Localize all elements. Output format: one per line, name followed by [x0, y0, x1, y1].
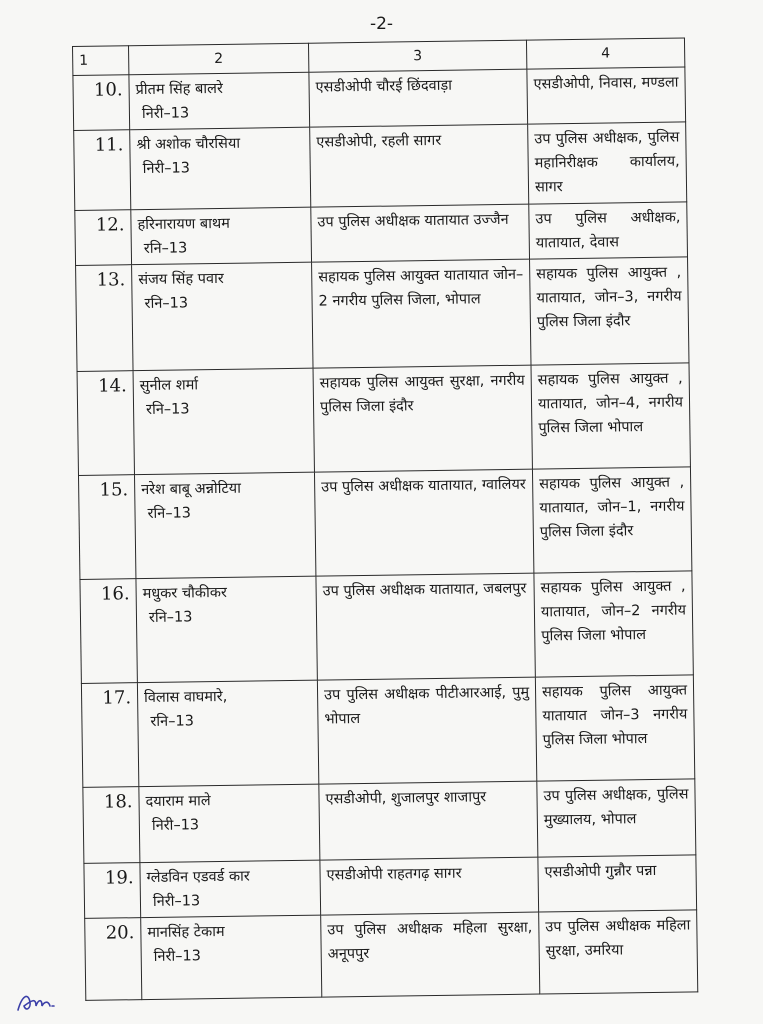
- transfer-table: [72, 37, 698, 1000]
- officer-name: विलास वाघमारे,: [143, 688, 228, 707]
- serial-number: 16.: [80, 579, 137, 684]
- new-posting: सहायक पुलिस आयुक्त , यातायात, जोन–3, नगरीय पुलिस जिला इंदौर: [530, 257, 689, 365]
- serial-number: 14.: [77, 371, 134, 476]
- current-posting: एसडीओपी चौरई छिंदवाड़ा: [309, 69, 528, 127]
- officer-name: मधुकर चौकीकर: [142, 584, 227, 603]
- officer-rank: रनि–13: [144, 295, 189, 313]
- new-posting: सहायक पुलिस आयुक्त , यातायात, जोन–1, नगरीय पुलिस जिला इंदौर: [532, 467, 691, 573]
- page-number: -2-: [369, 14, 394, 34]
- new-posting: सहायक पुलिस आयुक्त , यातायात, जोन–2 नगरीय पुलिस जिला भोपाल: [534, 571, 693, 677]
- new-posting: एसडीओपी, निवास, मण्डला: [527, 67, 686, 124]
- current-posting: उप पुलिस अधीक्षक यातायात उज्जैन: [311, 204, 530, 262]
- officer-cell: [132, 262, 313, 371]
- serial-number: 19.: [84, 863, 141, 919]
- officer-cell: [134, 472, 315, 579]
- serial-number: 13.: [76, 265, 133, 372]
- officer-rank: निरी–13: [151, 817, 200, 834]
- new-posting: उप पुलिस अधीक्षक, यातायात, देवास: [529, 202, 688, 259]
- new-posting: उप पुलिस अधीक्षक, पुलिस महानिरीक्षक कार्यालय, सागर: [528, 122, 687, 204]
- serial-number: 15.: [78, 475, 135, 580]
- header-col-1: 1: [73, 46, 129, 76]
- officer-cell: [136, 576, 317, 683]
- signature: [14, 986, 64, 1016]
- officer-rank: रनि–13: [145, 401, 190, 419]
- current-posting: उप पुलिस अधीक्षक यातायात, जबलपुर: [316, 573, 535, 680]
- officer-rank: रनि–13: [143, 240, 188, 258]
- serial-number: 11.: [74, 130, 131, 211]
- officer-cell: [133, 368, 314, 475]
- serial-number: 12.: [75, 210, 132, 266]
- officer-name: मानसिंह टेकाम: [147, 923, 225, 942]
- officer-name: श्री अशोक चौरसिया: [136, 135, 241, 154]
- current-posting: सहायक पुलिस आयुक्त यातायात जोन–2 नगरीय पुलिस जिला, भोपाल: [312, 259, 531, 368]
- current-posting: एसडीओपी, रहली सागर: [310, 124, 529, 207]
- new-posting: एसडीओपी गुन्नौर पन्ना: [538, 855, 697, 912]
- officer-rank: रनि–13: [147, 505, 192, 522]
- table-row: [78, 467, 691, 580]
- officer-name: ग्लेडविन एडवर्ड कार: [146, 868, 250, 887]
- header-col-3: 3: [308, 40, 526, 72]
- table-row: [75, 202, 688, 266]
- officer-cell: [129, 72, 310, 130]
- table-row: [74, 122, 687, 211]
- header-col-4: 4: [526, 38, 684, 69]
- officer-rank: निरी–13: [153, 948, 202, 965]
- new-posting: उप पुलिस अधीक्षक, पुलिस मुख्यालय, भोपाल: [537, 779, 696, 857]
- officer-rank: रनि–13: [150, 713, 194, 730]
- officer-rank: निरी–13: [152, 893, 201, 910]
- officer-cell: [139, 784, 320, 863]
- serial-number: 10.: [73, 75, 130, 131]
- serial-number: 17.: [81, 683, 138, 788]
- officer-rank: निरी–13: [141, 105, 190, 123]
- officer-name: हरिनारायण बाथम: [137, 215, 230, 234]
- officer-name: सुनील शर्मा: [139, 377, 199, 395]
- table-row: [76, 257, 689, 372]
- table-row: [84, 855, 697, 919]
- new-posting: उप पुलिस अधीक्षक महिला सुरक्षा, उमरिया: [539, 910, 698, 994]
- table-row: [81, 675, 694, 788]
- officer-name: प्रीतम सिंह बालरे: [135, 80, 223, 99]
- current-posting: उप पुलिस अधीक्षक यातायात, ग्वालियर: [314, 469, 533, 576]
- new-posting: सहायक पुलिस आयुक्त यातायात जोन–3 नगरीय पुलिस जिला भोपाल: [535, 675, 694, 781]
- table-row: [80, 571, 693, 684]
- officer-rank: रनि–13: [148, 609, 193, 626]
- new-posting: सहायक पुलिस आयुक्त , यातायात, जोन–4, नगरीय पुलिस जिला भोपाल: [531, 363, 690, 469]
- officer-name: दयाराम माले: [145, 793, 211, 811]
- table-row: [85, 910, 698, 1001]
- officer-rank: निरी–13: [142, 160, 191, 178]
- officer-cell: [137, 680, 318, 787]
- officer-name: नरेश बाबू अन्नोटिया: [141, 480, 242, 499]
- table-row: [73, 67, 686, 131]
- table-row: [77, 363, 690, 476]
- current-posting: एसडीओपी, शुजालपुर शाजापुर: [319, 781, 538, 860]
- current-posting: सहायक पुलिस आयुक्त सुरक्षा, नगरीय पुलिस जिला इंदौर: [313, 365, 532, 472]
- officer-name: संजय सिंह पवार: [138, 270, 224, 289]
- serial-number: 18.: [83, 787, 140, 864]
- current-posting: उप पुलिस अधीक्षक पीटीआरआई, पुमु भोपाल: [317, 677, 536, 784]
- current-posting: एसडीओपी राहतगढ़ सागर: [320, 857, 539, 915]
- current-posting: उप पुलिस अधीक्षक महिला सुरक्षा, अनूपपुर: [321, 912, 540, 997]
- officer-cell: [141, 915, 322, 1000]
- table-row: [83, 779, 696, 864]
- serial-number: 20.: [85, 918, 142, 1001]
- header-col-2: 2: [129, 43, 309, 75]
- officer-cell: [130, 127, 311, 210]
- officer-cell: [131, 207, 312, 265]
- officer-cell: [140, 860, 321, 918]
